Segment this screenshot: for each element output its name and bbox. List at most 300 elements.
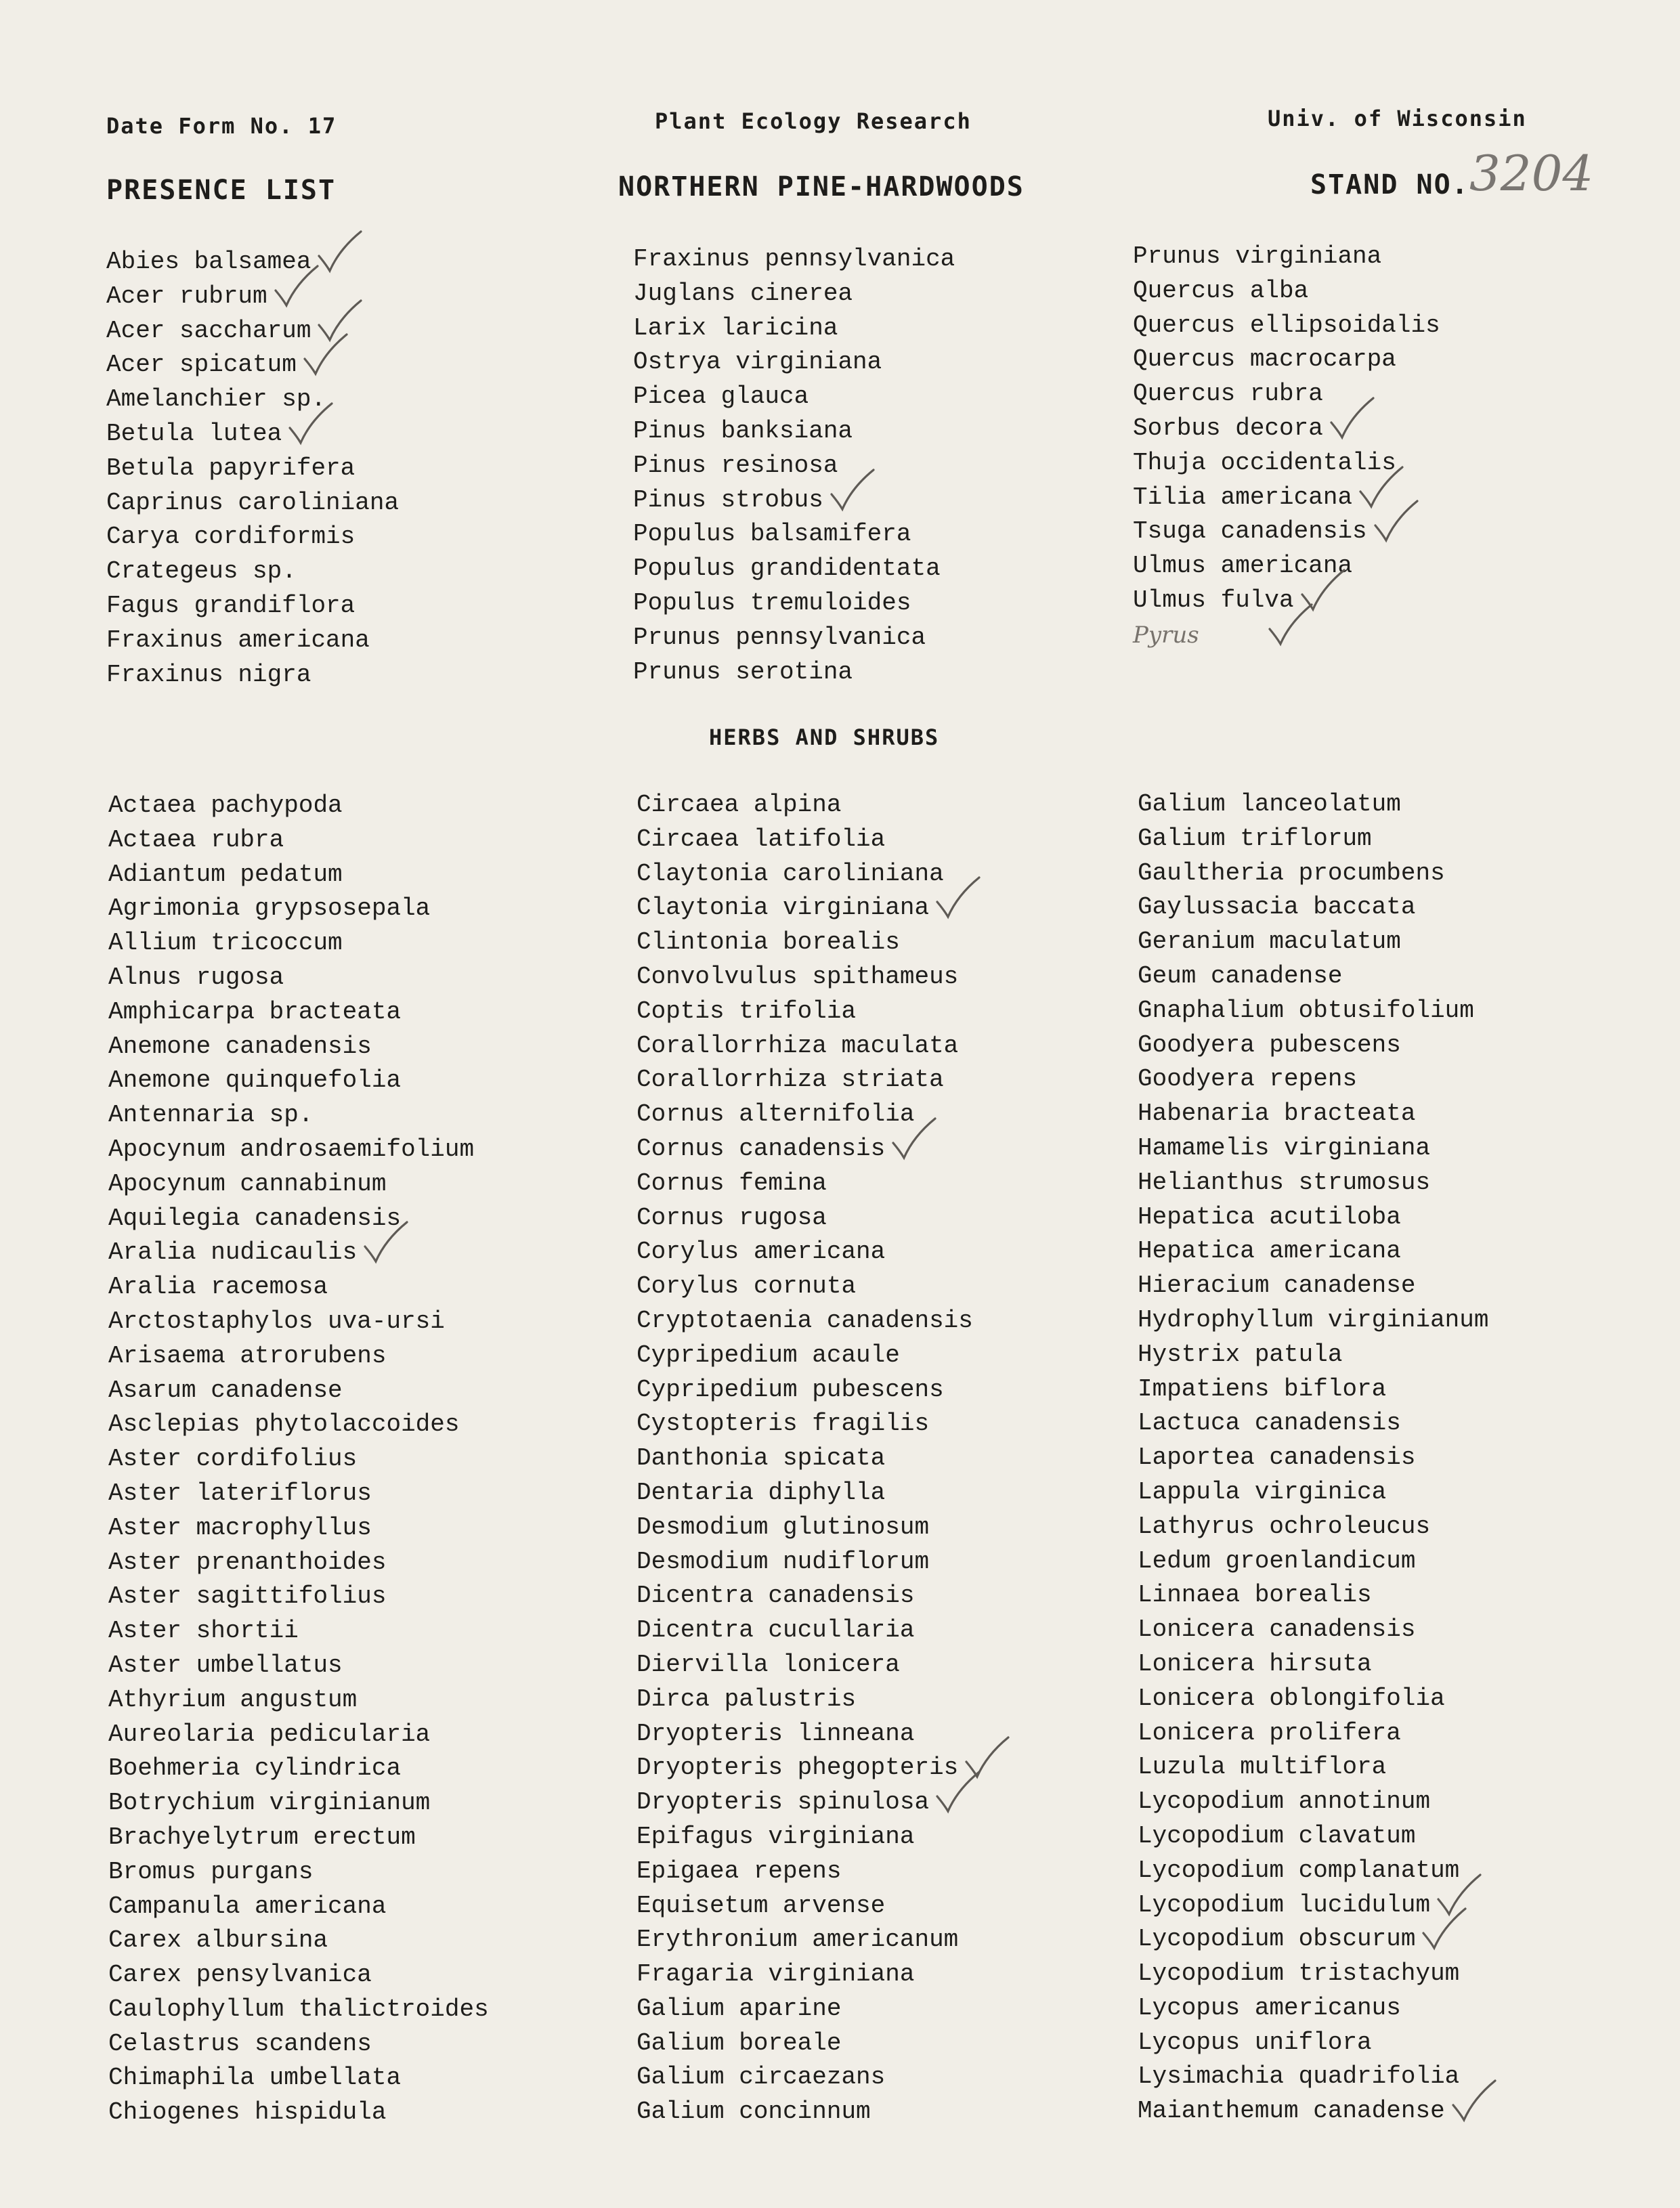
species-name: Aralia racemosa bbox=[108, 1273, 328, 1301]
species-row bbox=[1138, 994, 1488, 1029]
species-row bbox=[637, 1957, 973, 1992]
species-name: Galium triflorum bbox=[1138, 824, 1372, 852]
species-name: Aster prenanthoides bbox=[108, 1548, 387, 1576]
stand-number-value: 3204 bbox=[1469, 145, 1594, 202]
species-name: Lysimachia quadrifolia bbox=[1138, 2062, 1460, 2091]
species-name: Juglans cinerea bbox=[633, 279, 853, 307]
species-row bbox=[106, 520, 399, 555]
species-name: Thuja occidentalis bbox=[1133, 448, 1396, 477]
species-name: Apocynum cannabinum bbox=[108, 1169, 387, 1198]
species-row bbox=[1138, 2060, 1488, 2094]
species-row bbox=[637, 1201, 973, 1236]
species-row bbox=[108, 1305, 489, 1339]
species-name: Hepatica americana bbox=[1138, 1237, 1401, 1265]
species-name: Crategeus sp. bbox=[106, 557, 297, 586]
species-name: Adiantum pedatum bbox=[108, 860, 343, 888]
species-name: Lycopus uniflora bbox=[1138, 2028, 1372, 2056]
species-row bbox=[106, 348, 399, 383]
species-name: Desmodium nudiflorum bbox=[637, 1547, 930, 1576]
species-row bbox=[1138, 1062, 1488, 1097]
species-name: Cornus alternifolia bbox=[637, 1100, 915, 1129]
checkmark-icon bbox=[1450, 2078, 1498, 2125]
species-row bbox=[1133, 309, 1440, 343]
species-name: Circaea latifolia bbox=[637, 825, 886, 853]
species-name: Prunus virginiana bbox=[1133, 242, 1382, 270]
species-row bbox=[637, 891, 973, 926]
species-name: Hamamelis virginiana bbox=[1138, 1133, 1431, 1162]
species-name: Lycopodium clavatum bbox=[1138, 1821, 1416, 1850]
species-row bbox=[637, 1373, 973, 1408]
species-name: Hieracium canadense bbox=[1138, 1272, 1416, 1300]
species-row bbox=[633, 517, 955, 552]
species-name: Amphicarpa bracteata bbox=[108, 997, 402, 1026]
species-row bbox=[106, 245, 399, 280]
species-name: Quercus alba bbox=[1133, 276, 1309, 305]
checkmark-icon bbox=[1421, 1906, 1468, 1953]
species-name: Tsuga canadensis bbox=[1133, 517, 1367, 546]
species-row bbox=[108, 789, 489, 823]
species-row bbox=[108, 1442, 489, 1477]
species-name: Aster lateriflorus bbox=[108, 1479, 372, 1507]
species-name: Galium circaezans bbox=[637, 2063, 886, 2092]
species-row bbox=[633, 655, 955, 690]
species-name: Fraxinus americana bbox=[106, 626, 370, 654]
species-name: Ulmus fulva bbox=[1133, 586, 1294, 614]
species-row bbox=[1138, 1922, 1488, 1957]
species-name: Asarum canadense bbox=[108, 1376, 343, 1404]
species-name: Carex pensylvanica bbox=[108, 1961, 372, 1989]
species-name: Larix laricina bbox=[633, 313, 838, 342]
species-name: Cypripedium pubescens bbox=[637, 1375, 944, 1404]
species-name: Cornus canadensis bbox=[637, 1134, 886, 1163]
species-name: Allium tricoccum bbox=[108, 929, 343, 957]
herb-list-column-3 bbox=[1138, 787, 1488, 2129]
species-name: Ulmus americana bbox=[1133, 552, 1353, 580]
checkmark-icon bbox=[273, 263, 320, 311]
species-name: Corylus americana bbox=[637, 1238, 886, 1266]
species-row bbox=[637, 1511, 973, 1545]
species-row bbox=[108, 1855, 489, 1890]
species-row bbox=[1138, 787, 1488, 822]
handwritten-species-entry: Pyrus bbox=[1133, 621, 1199, 649]
species-row bbox=[637, 1751, 973, 1785]
tree-list-column-1 bbox=[106, 245, 399, 692]
species-row bbox=[108, 1683, 489, 1718]
species-name: Dryopteris spinulosa bbox=[637, 1788, 930, 1817]
species-name: Hystrix patula bbox=[1138, 1340, 1343, 1368]
species-row bbox=[108, 1649, 489, 1683]
species-name: Fagus grandiflora bbox=[106, 591, 356, 620]
species-name: Fraxinus nigra bbox=[106, 660, 311, 689]
species-name: Cypripedium acaule bbox=[637, 1341, 900, 1369]
species-row bbox=[1138, 1269, 1488, 1303]
species-row bbox=[637, 1476, 973, 1511]
species-name: Amelanchier sp. bbox=[106, 385, 326, 414]
species-name: Corallorrhiza maculata bbox=[637, 1031, 959, 1060]
species-name: Helianthus strumosus bbox=[1138, 1168, 1431, 1196]
species-row bbox=[108, 1752, 489, 1786]
species-row bbox=[106, 589, 399, 624]
species-name: Acer rubrum bbox=[106, 282, 267, 310]
checkmark-icon bbox=[890, 1116, 938, 1163]
species-row bbox=[637, 1889, 973, 1924]
species-row bbox=[1138, 857, 1488, 891]
species-row bbox=[1138, 1338, 1488, 1372]
species-name: Goodyera pubescens bbox=[1138, 1031, 1401, 1059]
species-row bbox=[108, 1511, 489, 1546]
species-name: Habenaria bracteata bbox=[1138, 1100, 1416, 1128]
species-row bbox=[108, 1718, 489, 1752]
species-row bbox=[1138, 1166, 1488, 1200]
species-row bbox=[108, 823, 489, 858]
species-row bbox=[633, 483, 955, 518]
species-name: Botrychium virginianum bbox=[108, 1789, 431, 1817]
species-name: Acer spicatum bbox=[106, 351, 297, 379]
species-row bbox=[108, 1546, 489, 1580]
species-row bbox=[637, 1545, 973, 1580]
species-name: Actaea rubra bbox=[108, 825, 284, 854]
species-row bbox=[1138, 1303, 1488, 1338]
species-name: Aster shortii bbox=[108, 1617, 299, 1645]
species-row bbox=[637, 857, 973, 892]
species-row bbox=[1138, 959, 1488, 994]
species-row bbox=[637, 1235, 973, 1270]
species-name: Erythronium americanum bbox=[637, 1926, 959, 1954]
species-row bbox=[637, 1442, 973, 1476]
species-name: Antennaria sp. bbox=[108, 1101, 314, 1129]
species-row bbox=[1138, 1406, 1488, 1441]
species-name: Betula papyrifera bbox=[106, 454, 356, 482]
species-row bbox=[1138, 1544, 1488, 1579]
species-name: Ostrya virginiana bbox=[633, 348, 882, 376]
species-row bbox=[106, 383, 399, 417]
species-row bbox=[108, 2027, 489, 2062]
species-row bbox=[108, 892, 489, 926]
species-row bbox=[637, 1132, 973, 1167]
species-name: Aquilegia canadensis bbox=[108, 1204, 402, 1232]
species-name: Bromus purgans bbox=[108, 1857, 314, 1886]
species-row bbox=[1133, 618, 1440, 653]
species-row bbox=[637, 1820, 973, 1855]
species-name: Cornus femina bbox=[637, 1169, 827, 1197]
species-row bbox=[637, 1648, 973, 1683]
species-row bbox=[106, 452, 399, 486]
species-name: Geranium maculatum bbox=[1138, 928, 1401, 956]
species-row bbox=[108, 1339, 489, 1374]
species-row bbox=[108, 1202, 489, 1236]
species-row bbox=[637, 1339, 973, 1373]
species-row bbox=[637, 960, 973, 995]
stand-number-label: STAND NO. bbox=[1310, 169, 1469, 200]
species-row bbox=[108, 995, 489, 1030]
species-name: Pinus strobus bbox=[633, 485, 823, 514]
species-row bbox=[633, 242, 955, 277]
research-program: Plant Ecology Research bbox=[655, 108, 972, 134]
species-name: Picea glauca bbox=[633, 383, 809, 411]
species-name: Lycopodium lucidulum bbox=[1138, 1890, 1431, 1919]
species-row bbox=[108, 2061, 489, 2096]
checkmark-icon bbox=[934, 1769, 982, 1817]
species-row bbox=[108, 1924, 489, 1958]
species-row bbox=[108, 961, 489, 995]
species-name: Fraxinus pennsylvanica bbox=[633, 245, 955, 273]
species-row bbox=[106, 486, 399, 521]
tree-list-column-2 bbox=[633, 242, 955, 689]
species-row bbox=[108, 1408, 489, 1442]
species-name: Cystopteris fragilis bbox=[637, 1410, 930, 1438]
species-name: Hydrophyllum virginianum bbox=[1138, 1305, 1489, 1334]
species-name: Populus balsamifera bbox=[633, 520, 911, 548]
checkmark-icon bbox=[934, 875, 982, 922]
species-row bbox=[108, 1786, 489, 1821]
species-row bbox=[106, 624, 399, 658]
species-name: Sorbus decora bbox=[1133, 414, 1323, 442]
species-name: Dryopteris phegopteris bbox=[637, 1754, 959, 1782]
species-name: Equisetum arvense bbox=[637, 1891, 886, 1920]
species-name: Lycopodium annotinum bbox=[1138, 1788, 1431, 1816]
species-name: Galium boreale bbox=[637, 2029, 842, 2057]
species-name: Corallorrhiza striata bbox=[637, 1066, 944, 1094]
species-row bbox=[637, 1683, 973, 1717]
herb-list-column-2 bbox=[637, 788, 973, 2129]
species-name: Lonicera hirsuta bbox=[1138, 1649, 1372, 1678]
species-row bbox=[1138, 1475, 1488, 1510]
checkmark-icon bbox=[829, 467, 876, 515]
species-row bbox=[637, 2027, 973, 2061]
species-row bbox=[1133, 515, 1440, 549]
species-row bbox=[108, 1133, 489, 1167]
species-row bbox=[106, 555, 399, 589]
forest-type-title: NORTHERN PINE-HARDWOODS bbox=[618, 171, 1025, 202]
institution: Univ. of Wisconsin bbox=[1268, 106, 1527, 131]
species-name: Claytonia caroliniana bbox=[637, 859, 944, 888]
species-name: Diervilla lonicera bbox=[637, 1650, 900, 1679]
species-name: Lappula virginica bbox=[1138, 1477, 1387, 1506]
species-name: Tilia americana bbox=[1133, 483, 1353, 511]
species-name: Convolvulus spithameus bbox=[637, 962, 959, 991]
species-name: Lycopus americanus bbox=[1138, 1993, 1401, 2022]
species-row bbox=[633, 277, 955, 311]
species-name: Dicentra cucullaria bbox=[637, 1616, 915, 1645]
species-name: Quercus rubra bbox=[1133, 380, 1323, 408]
species-name: Geum canadense bbox=[1138, 961, 1343, 990]
species-name: Carya cordiformis bbox=[106, 523, 356, 551]
species-name: Desmodium glutinosum bbox=[637, 1513, 930, 1541]
species-name: Epifagus virginiana bbox=[637, 1822, 915, 1850]
species-row bbox=[637, 1785, 973, 1820]
species-name: Athyrium angustum bbox=[108, 1685, 358, 1714]
species-name: Cornus rugosa bbox=[637, 1203, 827, 1232]
species-row bbox=[1138, 1613, 1488, 1647]
species-name: Abies balsamea bbox=[106, 248, 311, 276]
species-row bbox=[1138, 1682, 1488, 1716]
species-name: Populus tremuloides bbox=[633, 588, 911, 617]
species-name: Galium concinnum bbox=[637, 2098, 871, 2126]
species-row bbox=[106, 314, 399, 349]
species-row bbox=[633, 586, 955, 621]
species-row bbox=[108, 858, 489, 892]
species-name: Brachyelytrum erectum bbox=[108, 1823, 416, 1851]
species-row bbox=[108, 1614, 489, 1649]
species-name: Gaylussacia baccata bbox=[1138, 893, 1416, 922]
herbs-shrubs-heading: HERBS AND SHRUBS bbox=[709, 724, 940, 750]
species-name: Aster macrophyllus bbox=[108, 1513, 372, 1542]
species-name: Cryptotaenia canadensis bbox=[637, 1306, 973, 1335]
species-name: Goodyera repens bbox=[1138, 1065, 1358, 1094]
species-name: Asclepias phytolaccoides bbox=[108, 1410, 460, 1439]
species-row bbox=[1138, 2026, 1488, 2060]
species-row bbox=[1138, 1750, 1488, 1785]
species-row bbox=[1133, 377, 1440, 412]
species-row bbox=[633, 345, 955, 380]
species-row bbox=[633, 621, 955, 655]
species-row bbox=[633, 311, 955, 346]
species-row bbox=[108, 1270, 489, 1305]
species-row bbox=[637, 1579, 973, 1614]
species-name: Dryopteris linneana bbox=[637, 1719, 915, 1748]
species-row bbox=[106, 658, 399, 693]
species-name: Epigaea repens bbox=[637, 1857, 842, 1885]
species-row bbox=[637, 1923, 973, 1957]
species-row bbox=[1138, 925, 1488, 959]
species-row bbox=[637, 788, 973, 823]
species-name: Gaultheria procumbens bbox=[1138, 859, 1445, 887]
species-name: Lonicera canadensis bbox=[1138, 1616, 1416, 1644]
species-row bbox=[108, 1821, 489, 1855]
species-name: Lycopodium obscurum bbox=[1138, 1925, 1416, 1953]
species-row bbox=[1133, 549, 1440, 584]
species-name: Aster sagittifolius bbox=[108, 1582, 387, 1611]
species-name: Prunus pennsylvanica bbox=[633, 623, 926, 651]
species-name: Carex albursina bbox=[108, 1926, 328, 1955]
species-name: Claytonia virginiana bbox=[637, 894, 930, 922]
checkmark-icon bbox=[287, 401, 335, 448]
species-name: Gnaphalium obtusifolium bbox=[1138, 996, 1474, 1024]
species-name: Quercus ellipsoidalis bbox=[1133, 311, 1440, 339]
species-row bbox=[108, 2096, 489, 2130]
species-name: Galium aparine bbox=[637, 1994, 842, 2022]
species-name: Agrimonia grypsosepala bbox=[108, 894, 431, 923]
species-row bbox=[108, 1580, 489, 1614]
species-name: Pinus banksiana bbox=[633, 416, 853, 445]
species-row bbox=[1138, 1991, 1488, 2026]
species-row bbox=[106, 417, 399, 452]
species-name: Lonicera prolifera bbox=[1138, 1718, 1401, 1747]
species-row bbox=[108, 1477, 489, 1511]
species-row bbox=[637, 926, 973, 960]
species-row bbox=[633, 414, 955, 449]
species-row bbox=[637, 2095, 973, 2129]
species-name: Arisaema atrorubens bbox=[108, 1341, 387, 1370]
species-row bbox=[637, 1167, 973, 1201]
species-name: Boehmeria cylindrica bbox=[108, 1754, 402, 1783]
species-name: Aster umbellatus bbox=[108, 1651, 343, 1679]
species-row bbox=[1138, 1578, 1488, 1613]
species-name: Alnus rugosa bbox=[108, 963, 284, 991]
species-name: Coptis trifolia bbox=[637, 997, 857, 1025]
species-name: Dicentra canadensis bbox=[637, 1582, 915, 1610]
species-row bbox=[108, 1993, 489, 2027]
species-name: Populus grandidentata bbox=[633, 555, 941, 583]
species-row bbox=[1138, 1785, 1488, 1819]
species-row bbox=[1138, 1131, 1488, 1166]
species-name: Danthonia spicata bbox=[637, 1444, 886, 1473]
species-row bbox=[637, 995, 973, 1029]
species-name: Laportea canadensis bbox=[1138, 1444, 1416, 1472]
species-row bbox=[633, 449, 955, 483]
species-row bbox=[1138, 1716, 1488, 1751]
species-name: Anemone quinquefolia bbox=[108, 1066, 402, 1095]
species-row bbox=[108, 926, 489, 961]
species-name: Corylus cornuta bbox=[637, 1272, 857, 1301]
species-row bbox=[1133, 412, 1440, 446]
species-row bbox=[637, 2060, 973, 2095]
species-row bbox=[637, 1855, 973, 1889]
species-row bbox=[637, 1304, 973, 1339]
species-name: Dirca palustris bbox=[637, 1685, 857, 1713]
species-name: Hepatica acutiloba bbox=[1138, 1203, 1401, 1231]
species-name: Linnaea borealis bbox=[1138, 1581, 1372, 1609]
species-name: Betula lutea bbox=[106, 419, 282, 448]
species-name: Quercus macrocarpa bbox=[1133, 345, 1396, 374]
species-name: Aureolaria pedicularia bbox=[108, 1720, 431, 1748]
species-row bbox=[108, 1064, 489, 1098]
species-row bbox=[1138, 822, 1488, 857]
species-name: Chiogenes hispidula bbox=[108, 2098, 387, 2127]
species-row bbox=[1138, 1510, 1488, 1544]
presence-list-title: PRESENCE LIST bbox=[106, 175, 337, 206]
species-row bbox=[633, 380, 955, 414]
species-name: Lactuca canadensis bbox=[1138, 1409, 1401, 1437]
species-row bbox=[108, 1236, 489, 1270]
species-name: Prunus serotina bbox=[633, 657, 853, 686]
species-row bbox=[108, 1030, 489, 1064]
species-row bbox=[1138, 2094, 1488, 2129]
species-row bbox=[1138, 1029, 1488, 1063]
species-name: Chimaphila umbellata bbox=[108, 2064, 402, 2092]
species-row bbox=[1138, 1819, 1488, 1854]
species-row bbox=[108, 1890, 489, 1924]
species-row bbox=[637, 1063, 973, 1098]
species-row bbox=[1133, 274, 1440, 309]
tree-list-column-3 bbox=[1133, 240, 1440, 653]
species-row bbox=[1133, 343, 1440, 377]
species-name: Caprinus caroliniana bbox=[106, 488, 400, 517]
species-row bbox=[1138, 1647, 1488, 1682]
species-row bbox=[1138, 1441, 1488, 1475]
species-name: Ledum groenlandicum bbox=[1138, 1546, 1416, 1575]
species-row bbox=[637, 1407, 973, 1442]
species-row bbox=[1138, 1372, 1488, 1407]
species-name: Aster cordifolius bbox=[108, 1445, 358, 1473]
species-name: Dentaria diphylla bbox=[637, 1478, 886, 1507]
species-name: Celastrus scandens bbox=[108, 2029, 372, 2058]
species-row bbox=[1133, 240, 1440, 274]
species-row bbox=[637, 823, 973, 857]
species-name: Circaea alpina bbox=[637, 791, 842, 819]
species-name: Anemone canadensis bbox=[108, 1032, 372, 1060]
checkmark-icon bbox=[1267, 602, 1314, 649]
species-name: Luzula multiflora bbox=[1138, 1753, 1387, 1781]
species-name: Clintonia borealis bbox=[637, 928, 900, 957]
species-name: Arctostaphylos uva-ursi bbox=[108, 1307, 445, 1335]
species-row bbox=[637, 1270, 973, 1304]
species-name: Acer saccharum bbox=[106, 316, 311, 345]
species-name: Caulophyllum thalictroides bbox=[108, 1995, 489, 2023]
species-name: Aralia nudicaulis bbox=[108, 1238, 358, 1267]
species-name: Lathyrus ochroleucus bbox=[1138, 1512, 1431, 1540]
species-name: Apocynum androsaemifolium bbox=[108, 1135, 475, 1163]
